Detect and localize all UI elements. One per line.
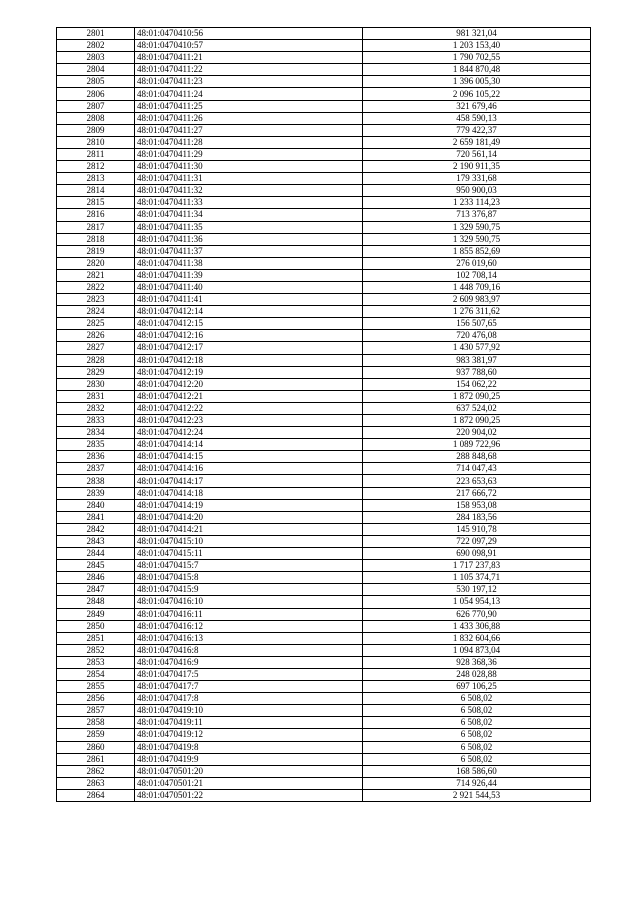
cadastral-number-cell: 48:01:0470414:14 — [135, 439, 363, 451]
table-row — [57, 475, 591, 487]
cadastral-value-cell: 637 524,02 — [363, 402, 591, 414]
table-row — [57, 523, 591, 535]
row-number-cell: 2864 — [57, 789, 135, 801]
cadastral-value-cell: 156 507,65 — [363, 318, 591, 330]
cadastral-number-cell: 48:01:0470412:14 — [135, 306, 363, 318]
table-row — [57, 572, 591, 584]
table-row — [57, 596, 591, 608]
table-row — [57, 427, 591, 439]
table-row — [57, 306, 591, 318]
row-number-cell: 2861 — [57, 753, 135, 765]
cadastral-number-cell: 48:01:0470411:28 — [135, 136, 363, 148]
row-number-cell: 2852 — [57, 644, 135, 656]
table-row — [57, 161, 591, 173]
cadastral-number-cell: 48:01:0470411:37 — [135, 245, 363, 257]
cadastral-number-cell: 48:01:0470417:7 — [135, 681, 363, 693]
cadastral-number-cell: 48:01:0470415:7 — [135, 560, 363, 572]
cadastral-number-cell: 48:01:0470414:16 — [135, 463, 363, 475]
table-row — [57, 487, 591, 499]
cadastral-number-cell: 48:01:0470411:26 — [135, 112, 363, 124]
row-number-cell: 2854 — [57, 668, 135, 680]
table-row — [57, 632, 591, 644]
table-row — [57, 245, 591, 257]
row-number-cell: 2856 — [57, 693, 135, 705]
cadastral-number-cell: 48:01:0470414:19 — [135, 499, 363, 511]
cadastral-value-cell: 1 790 702,55 — [363, 52, 591, 64]
table-row — [57, 124, 591, 136]
row-number-cell: 2836 — [57, 451, 135, 463]
cadastral-number-cell: 48:01:0470415:9 — [135, 584, 363, 596]
row-number-cell: 2830 — [57, 378, 135, 390]
cadastral-number-cell: 48:01:0470416:12 — [135, 620, 363, 632]
cadastral-value-cell: 168 586,60 — [363, 765, 591, 777]
table-row — [57, 439, 591, 451]
cadastral-value-cell: 321 679,46 — [363, 100, 591, 112]
row-number-cell: 2806 — [57, 88, 135, 100]
cadastral-value-cell: 720 561,14 — [363, 148, 591, 160]
row-number-cell: 2818 — [57, 233, 135, 245]
table-row — [57, 342, 591, 354]
cadastral-number-cell: 48:01:0470410:57 — [135, 40, 363, 52]
row-number-cell: 2828 — [57, 354, 135, 366]
table-row — [57, 88, 591, 100]
table-row — [57, 584, 591, 596]
cadastral-number-cell: 48:01:0470411:41 — [135, 294, 363, 306]
cadastral-number-cell: 48:01:0470412:15 — [135, 318, 363, 330]
cadastral-value-cell: 714 926,44 — [363, 777, 591, 789]
cadastral-number-cell: 48:01:0470501:20 — [135, 765, 363, 777]
cadastral-value-cell: 458 590,13 — [363, 112, 591, 124]
cadastral-value-cell: 1 094 873,04 — [363, 644, 591, 656]
table-row — [57, 185, 591, 197]
row-number-cell: 2815 — [57, 197, 135, 209]
row-number-cell: 2814 — [57, 185, 135, 197]
cadastral-number-cell: 48:01:0470411:34 — [135, 209, 363, 221]
table-row — [57, 644, 591, 656]
row-number-cell: 2807 — [57, 100, 135, 112]
table-row — [57, 777, 591, 789]
cadastral-number-cell: 48:01:0470412:22 — [135, 402, 363, 414]
table-row — [57, 535, 591, 547]
table-row — [57, 415, 591, 427]
cadastral-value-cell: 928 368,36 — [363, 656, 591, 668]
cadastral-number-cell: 48:01:0470411:25 — [135, 100, 363, 112]
cadastral-number-cell: 48:01:0470416:10 — [135, 596, 363, 608]
row-number-cell: 2862 — [57, 765, 135, 777]
row-number-cell: 2853 — [57, 656, 135, 668]
cadastral-number-cell: 48:01:0470419:8 — [135, 741, 363, 753]
row-number-cell: 2849 — [57, 608, 135, 620]
row-number-cell: 2823 — [57, 294, 135, 306]
table-row — [57, 209, 591, 221]
table-row — [57, 136, 591, 148]
cadastral-number-cell: 48:01:0470415:10 — [135, 535, 363, 547]
table-row — [57, 354, 591, 366]
table-row — [57, 28, 591, 40]
row-number-cell: 2804 — [57, 64, 135, 76]
row-number-cell: 2838 — [57, 475, 135, 487]
table-row — [57, 560, 591, 572]
table-row — [57, 330, 591, 342]
cadastral-value-cell: 2 609 983,97 — [363, 294, 591, 306]
row-number-cell: 2841 — [57, 511, 135, 523]
row-number-cell: 2816 — [57, 209, 135, 221]
row-number-cell: 2820 — [57, 257, 135, 269]
row-number-cell: 2826 — [57, 330, 135, 342]
cadastral-value-cell: 1 430 577,92 — [363, 342, 591, 354]
table-row — [57, 705, 591, 717]
row-number-cell: 2857 — [57, 705, 135, 717]
row-number-cell: 2847 — [57, 584, 135, 596]
table-row — [57, 281, 591, 293]
cadastral-value-cell: 1 276 311,62 — [363, 306, 591, 318]
cadastral-number-cell: 48:01:0470412:20 — [135, 378, 363, 390]
row-number-cell: 2848 — [57, 596, 135, 608]
table-row — [57, 656, 591, 668]
cadastral-value-cell: 937 788,60 — [363, 366, 591, 378]
row-number-cell: 2824 — [57, 306, 135, 318]
table-row — [57, 257, 591, 269]
cadastral-value-cell: 276 019,60 — [363, 257, 591, 269]
cadastral-value-cell: 1 832 604,66 — [363, 632, 591, 644]
cadastral-number-cell: 48:01:0470411:35 — [135, 221, 363, 233]
row-number-cell: 2842 — [57, 523, 135, 535]
cadastral-value-table — [56, 27, 591, 802]
row-number-cell: 2829 — [57, 366, 135, 378]
cadastral-number-cell: 48:01:0470412:24 — [135, 427, 363, 439]
cadastral-value-cell: 690 098,91 — [363, 548, 591, 560]
cadastral-number-cell: 48:01:0470416:9 — [135, 656, 363, 668]
cadastral-value-cell: 1 329 590,75 — [363, 233, 591, 245]
table-row — [57, 668, 591, 680]
row-number-cell: 2858 — [57, 717, 135, 729]
row-number-cell: 2819 — [57, 245, 135, 257]
cadastral-value-cell: 1 396 005,30 — [363, 76, 591, 88]
cadastral-number-cell: 48:01:0470412:19 — [135, 366, 363, 378]
cadastral-number-cell: 48:01:0470416:13 — [135, 632, 363, 644]
row-number-cell: 2822 — [57, 281, 135, 293]
table-row — [57, 681, 591, 693]
table-row — [57, 451, 591, 463]
cadastral-value-cell: 1 089 722,96 — [363, 439, 591, 451]
table-row — [57, 233, 591, 245]
row-number-cell: 2817 — [57, 221, 135, 233]
cadastral-number-cell: 48:01:0470411:30 — [135, 161, 363, 173]
cadastral-number-cell: 48:01:0470414:15 — [135, 451, 363, 463]
table-row — [57, 548, 591, 560]
table-row — [57, 402, 591, 414]
cadastral-value-cell: 722 097,29 — [363, 535, 591, 547]
cadastral-value-cell: 1 448 709,16 — [363, 281, 591, 293]
row-number-cell: 2845 — [57, 560, 135, 572]
cadastral-value-cell: 1 329 590,75 — [363, 221, 591, 233]
cadastral-number-cell: 48:01:0470412:17 — [135, 342, 363, 354]
cadastral-number-cell: 48:01:0470415:8 — [135, 572, 363, 584]
cadastral-number-cell: 48:01:0470410:56 — [135, 28, 363, 40]
table-row — [57, 318, 591, 330]
row-number-cell: 2812 — [57, 161, 135, 173]
cadastral-value-cell: 6 508,02 — [363, 693, 591, 705]
cadastral-value-cell: 1 203 153,40 — [363, 40, 591, 52]
cadastral-value-cell: 102 708,14 — [363, 269, 591, 281]
cadastral-number-cell: 48:01:0470419:12 — [135, 729, 363, 741]
table-row — [57, 294, 591, 306]
cadastral-number-cell: 48:01:0470411:33 — [135, 197, 363, 209]
table-row — [57, 52, 591, 64]
cadastral-number-cell: 48:01:0470411:22 — [135, 64, 363, 76]
cadastral-value-cell: 288 848,68 — [363, 451, 591, 463]
row-number-cell: 2831 — [57, 390, 135, 402]
table-row — [57, 112, 591, 124]
row-number-cell: 2855 — [57, 681, 135, 693]
row-number-cell: 2837 — [57, 463, 135, 475]
row-number-cell: 2821 — [57, 269, 135, 281]
table-row — [57, 100, 591, 112]
table-row — [57, 463, 591, 475]
table-row — [57, 608, 591, 620]
cadastral-value-cell: 145 910,78 — [363, 523, 591, 535]
table-row — [57, 378, 591, 390]
cadastral-number-cell: 48:01:0470417:8 — [135, 693, 363, 705]
cadastral-number-cell: 48:01:0470411:23 — [135, 76, 363, 88]
row-number-cell: 2860 — [57, 741, 135, 753]
cadastral-value-cell: 248 028,88 — [363, 668, 591, 680]
cadastral-value-cell: 6 508,02 — [363, 753, 591, 765]
cadastral-number-cell: 48:01:0470411:21 — [135, 52, 363, 64]
cadastral-number-cell: 48:01:0470411:32 — [135, 185, 363, 197]
cadastral-value-cell: 220 904,02 — [363, 427, 591, 439]
cadastral-value-cell: 950 900,03 — [363, 185, 591, 197]
table-row — [57, 741, 591, 753]
table-row — [57, 221, 591, 233]
cadastral-value-cell: 223 653,63 — [363, 475, 591, 487]
cadastral-number-cell: 48:01:0470414:17 — [135, 475, 363, 487]
cadastral-value-cell: 697 106,25 — [363, 681, 591, 693]
cadastral-value-cell: 6 508,02 — [363, 705, 591, 717]
cadastral-value-cell: 626 770,90 — [363, 608, 591, 620]
cadastral-value-cell: 720 476,08 — [363, 330, 591, 342]
table-row — [57, 620, 591, 632]
cadastral-value-cell: 983 381,97 — [363, 354, 591, 366]
cadastral-number-cell: 48:01:0470415:11 — [135, 548, 363, 560]
row-number-cell: 2850 — [57, 620, 135, 632]
cadastral-value-cell: 779 422,37 — [363, 124, 591, 136]
row-number-cell: 2801 — [57, 28, 135, 40]
row-number-cell: 2809 — [57, 124, 135, 136]
table-row — [57, 765, 591, 777]
table-row — [57, 173, 591, 185]
cadastral-value-cell: 714 047,43 — [363, 463, 591, 475]
cadastral-number-cell: 48:01:0470411:38 — [135, 257, 363, 269]
cadastral-value-cell: 530 197,12 — [363, 584, 591, 596]
cadastral-value-cell: 1 433 306,88 — [363, 620, 591, 632]
row-number-cell: 2843 — [57, 535, 135, 547]
table-row — [57, 789, 591, 801]
cadastral-value-cell: 2 190 911,35 — [363, 161, 591, 173]
cadastral-number-cell: 48:01:0470411:31 — [135, 173, 363, 185]
cadastral-number-cell: 48:01:0470414:21 — [135, 523, 363, 535]
row-number-cell: 2840 — [57, 499, 135, 511]
cadastral-number-cell: 48:01:0470411:27 — [135, 124, 363, 136]
table-row — [57, 197, 591, 209]
cadastral-number-cell: 48:01:0470411:29 — [135, 148, 363, 160]
row-number-cell: 2833 — [57, 415, 135, 427]
cadastral-number-cell: 48:01:0470419:9 — [135, 753, 363, 765]
cadastral-value-cell: 1 054 954,13 — [363, 596, 591, 608]
cadastral-value-cell: 6 508,02 — [363, 729, 591, 741]
table-row — [57, 269, 591, 281]
cadastral-value-cell: 158 953,08 — [363, 499, 591, 511]
row-number-cell: 2827 — [57, 342, 135, 354]
row-number-cell: 2803 — [57, 52, 135, 64]
cadastral-number-cell: 48:01:0470414:18 — [135, 487, 363, 499]
cadastral-value-cell: 2 659 181,49 — [363, 136, 591, 148]
cadastral-value-cell: 6 508,02 — [363, 741, 591, 753]
cadastral-value-cell: 713 376,87 — [363, 209, 591, 221]
cadastral-value-cell: 1 844 870,48 — [363, 64, 591, 76]
table-row — [57, 511, 591, 523]
cadastral-number-cell: 48:01:0470501:22 — [135, 789, 363, 801]
cadastral-number-cell: 48:01:0470411:24 — [135, 88, 363, 100]
row-number-cell: 2825 — [57, 318, 135, 330]
row-number-cell: 2810 — [57, 136, 135, 148]
cadastral-value-cell: 1 105 374,71 — [363, 572, 591, 584]
cadastral-number-cell: 48:01:0470501:21 — [135, 777, 363, 789]
table-row — [57, 753, 591, 765]
cadastral-number-cell: 48:01:0470411:39 — [135, 269, 363, 281]
table-row — [57, 729, 591, 741]
row-number-cell: 2802 — [57, 40, 135, 52]
cadastral-number-cell: 48:01:0470417:5 — [135, 668, 363, 680]
cadastral-number-cell: 48:01:0470411:40 — [135, 281, 363, 293]
cadastral-value-cell: 179 331,68 — [363, 173, 591, 185]
cadastral-number-cell: 48:01:0470419:10 — [135, 705, 363, 717]
cadastral-value-cell: 1 872 090,25 — [363, 390, 591, 402]
row-number-cell: 2835 — [57, 439, 135, 451]
cadastral-value-cell: 1 233 114,23 — [363, 197, 591, 209]
table-row — [57, 693, 591, 705]
cadastral-value-cell: 1 872 090,25 — [363, 415, 591, 427]
cadastral-number-cell: 48:01:0470419:11 — [135, 717, 363, 729]
table-row — [57, 148, 591, 160]
row-number-cell: 2834 — [57, 427, 135, 439]
cadastral-number-cell: 48:01:0470412:18 — [135, 354, 363, 366]
cadastral-number-cell: 48:01:0470416:8 — [135, 644, 363, 656]
cadastral-value-cell: 981 321,04 — [363, 28, 591, 40]
cadastral-value-cell: 1 855 852,69 — [363, 245, 591, 257]
row-number-cell: 2805 — [57, 76, 135, 88]
table-row — [57, 717, 591, 729]
row-number-cell: 2832 — [57, 402, 135, 414]
row-number-cell: 2846 — [57, 572, 135, 584]
table-row — [57, 499, 591, 511]
table-row — [57, 390, 591, 402]
cadastral-number-cell: 48:01:0470412:21 — [135, 390, 363, 402]
cadastral-value-cell: 2 921 544,53 — [363, 789, 591, 801]
row-number-cell: 2844 — [57, 548, 135, 560]
row-number-cell: 2808 — [57, 112, 135, 124]
cadastral-number-cell: 48:01:0470412:23 — [135, 415, 363, 427]
row-number-cell: 2851 — [57, 632, 135, 644]
table-row — [57, 366, 591, 378]
table-row — [57, 64, 591, 76]
cadastral-number-cell: 48:01:0470416:11 — [135, 608, 363, 620]
cadastral-number-cell: 48:01:0470414:20 — [135, 511, 363, 523]
cadastral-number-cell: 48:01:0470411:36 — [135, 233, 363, 245]
cadastral-value-cell: 154 062,22 — [363, 378, 591, 390]
row-number-cell: 2863 — [57, 777, 135, 789]
cadastral-value-cell: 2 096 105,22 — [363, 88, 591, 100]
row-number-cell: 2813 — [57, 173, 135, 185]
row-number-cell: 2839 — [57, 487, 135, 499]
cadastral-value-cell: 284 183,56 — [363, 511, 591, 523]
row-number-cell: 2859 — [57, 729, 135, 741]
cadastral-number-cell: 48:01:0470412:16 — [135, 330, 363, 342]
table-row — [57, 76, 591, 88]
table-row — [57, 40, 591, 52]
cadastral-value-cell: 217 666,72 — [363, 487, 591, 499]
row-number-cell: 2811 — [57, 148, 135, 160]
cadastral-value-cell: 6 508,02 — [363, 717, 591, 729]
table-body — [57, 28, 591, 802]
cadastral-value-cell: 1 717 237,83 — [363, 560, 591, 572]
